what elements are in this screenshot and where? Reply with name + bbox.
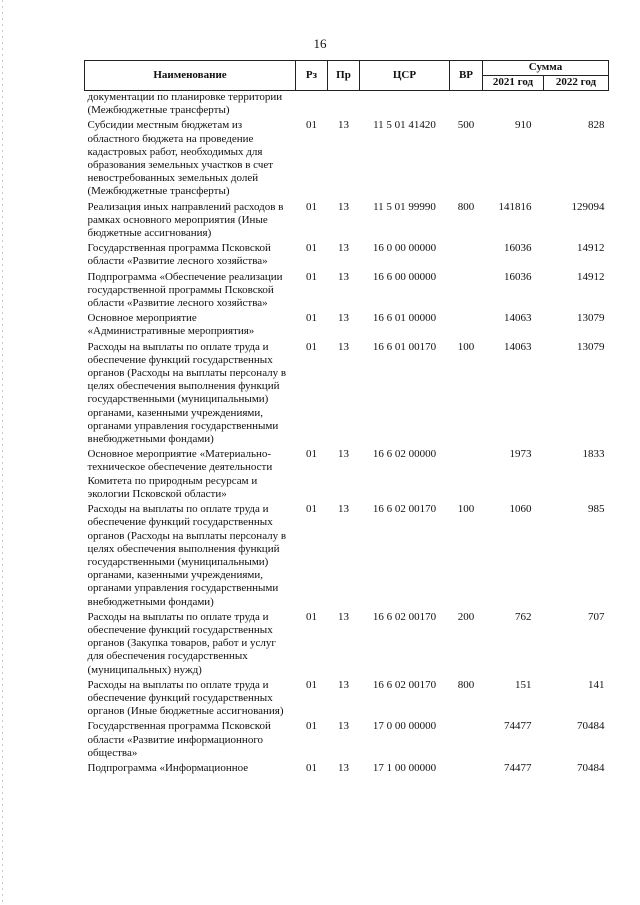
page-number: 16 xyxy=(313,36,327,51)
cell-y2: 707 xyxy=(588,610,605,623)
cell-y1: 762 xyxy=(515,610,532,623)
cell-csr: 11 5 01 41420 xyxy=(373,119,436,132)
table-row xyxy=(85,119,609,200)
table-row xyxy=(85,271,609,313)
budget-table xyxy=(84,60,609,777)
cell-vr: 200 xyxy=(457,610,475,623)
cell-name: Расходы на выплаты по оплате труда и обеспечение функций государственных органов (Иные бюджетные ассигнования) xyxy=(87,678,284,718)
cell-rz: 01 xyxy=(306,610,317,623)
table-header xyxy=(85,61,609,91)
cell-pr: 13 xyxy=(338,720,349,733)
cell-csr: 16 6 00 00000 xyxy=(372,270,437,283)
cell-name: Расходы на выплаты по оплате труда и обеспечение функций государственных органов (Расходы на выплаты персоналу в целях обеспечения выполнения функций государственными (муниципальными) органами, казенными учреждениями, органами управления государственными внебюджетными фондами) xyxy=(87,503,287,608)
cell-pr: 13 xyxy=(338,761,349,774)
cell-csr: 16 6 02 00000 xyxy=(372,448,437,461)
cell-vr: 800 xyxy=(457,200,475,213)
cell-pr: 13 xyxy=(338,119,349,132)
cell-name: Реализация иных направлений расходов в рамках основного мероприятия (Иные бюджетные ассигнования) xyxy=(87,200,284,240)
cell-y1: 141816 xyxy=(498,200,532,213)
cell-rz: 01 xyxy=(306,270,317,283)
cell-pr: 13 xyxy=(338,242,349,255)
header-year-2021: 2021 год xyxy=(483,76,544,91)
cell-pr: 13 xyxy=(338,503,349,516)
cell-pr: 13 xyxy=(338,678,349,691)
table-row xyxy=(85,720,609,762)
cell-rz: 01 xyxy=(306,119,317,132)
table-row xyxy=(85,503,609,611)
cell-vr: 100 xyxy=(457,340,475,353)
table-row xyxy=(85,762,609,777)
cell-rz: 01 xyxy=(306,678,317,691)
cell-name: Субсидии местным бюджетам из областного бюджета на проведение кадастровых работ, необходимых для образования земельных участков в счет невостребованных земельных долей (Межбюджетные трансферты) xyxy=(87,119,274,198)
cell-rz: 01 xyxy=(306,340,317,353)
cell-csr: 16 6 02 00170 xyxy=(372,610,437,623)
cell-csr: 16 6 01 00000 xyxy=(372,312,437,325)
cell-y2: 13079 xyxy=(577,340,605,353)
table-row xyxy=(85,312,609,340)
cell-pr: 13 xyxy=(338,312,349,325)
cell-y2: 141 xyxy=(588,678,605,691)
cell-y2: 828 xyxy=(588,119,605,132)
cell-rz: 01 xyxy=(306,448,317,461)
cell-name: Государственная программа Псковской области «Развитие лесного хозяйства» xyxy=(87,242,271,268)
table-row xyxy=(85,679,609,721)
header-vr: ВР xyxy=(450,61,483,91)
cell-y2: 14912 xyxy=(577,270,605,283)
cell-rz: 01 xyxy=(306,761,317,774)
cell-rz: 01 xyxy=(306,720,317,733)
cell-vr xyxy=(450,271,483,313)
cell-pr: 13 xyxy=(338,270,349,283)
cell-rz: 01 xyxy=(306,200,317,213)
cell-pr: 13 xyxy=(338,448,349,461)
cell-y2: 1833 xyxy=(582,448,605,461)
cell-vr: 800 xyxy=(457,678,475,691)
cell-vr xyxy=(450,448,483,503)
cell-csr: 16 6 01 00170 xyxy=(372,340,437,353)
cell-y1: 14063 xyxy=(504,312,532,325)
cell-name: Основное мероприятие «Материально-техническое обеспечение деятельности Комитета по природным ресурсам и экологии Псковской области» xyxy=(87,448,273,500)
table-row xyxy=(85,201,609,243)
cell-csr: 11 5 01 99990 xyxy=(373,200,436,213)
header-rz: Рз xyxy=(296,61,328,91)
table-row xyxy=(85,448,609,503)
cell-pr: 13 xyxy=(338,200,349,213)
cell-pr: 13 xyxy=(338,340,349,353)
budget-table-container xyxy=(84,60,608,777)
cell-vr xyxy=(450,312,483,340)
cell-y2: 13079 xyxy=(577,312,605,325)
cell-rz: 01 xyxy=(306,503,317,516)
cell-csr: 16 6 02 00170 xyxy=(372,678,437,691)
cell-name: Подпрограмма «Обеспечение реализации государственной программы Псковской области «Развитие лесного хозяйства» xyxy=(87,270,283,310)
cell-csr: 16 6 02 00170 xyxy=(372,503,437,516)
cell-csr: 17 0 00 00000 xyxy=(372,720,437,733)
cell-y1: 14063 xyxy=(504,340,532,353)
cell-pr: 13 xyxy=(338,610,349,623)
table-row xyxy=(85,611,609,679)
cell-y1: 1060 xyxy=(509,503,532,516)
header-year-2022: 2022 год xyxy=(544,76,609,91)
cell-vr xyxy=(450,720,483,762)
cell-y2 xyxy=(544,91,609,120)
cell-csr xyxy=(360,91,450,120)
cell-y1: 910 xyxy=(515,119,532,132)
cell-y2: 70484 xyxy=(577,720,605,733)
header-sum: Сумма xyxy=(483,61,609,76)
cell-y2: 129094 xyxy=(571,200,605,213)
table-row xyxy=(85,341,609,449)
cell-name: Основное мероприятие «Административные мероприятия» xyxy=(87,312,255,338)
header-name: Наименование xyxy=(85,61,296,91)
cell-y1: 1973 xyxy=(509,448,532,461)
cell-y1: 16036 xyxy=(504,242,532,255)
table-row xyxy=(85,242,609,270)
header-pr: Пр xyxy=(328,61,360,91)
cell-name: Расходы на выплаты по оплате труда и обеспечение функций государственных органов (Расходы на выплаты персоналу в целях обеспечения выполнения функций государственными (муниципальными) органами, казенными учреждениями, органами управления государственными внебюджетными фондами) xyxy=(87,340,287,446)
cell-y2: 14912 xyxy=(577,242,605,255)
cell-vr xyxy=(450,91,483,120)
cell-name: Расходы на выплаты по оплате труда и обеспечение функций государственных органов (Закупка товаров, работ и услуг для обеспечения государственных (муниципальных) нужд) xyxy=(87,610,276,676)
cell-name: Государственная программа Псковской области «Развитие информационного общества» xyxy=(87,720,271,759)
cell-y1: 74477 xyxy=(504,720,532,733)
cell-y2: 985 xyxy=(588,503,605,516)
cell-csr: 17 1 00 00000 xyxy=(372,761,437,774)
table-row xyxy=(85,91,609,120)
cell-name: Подпрограмма «Информационное xyxy=(87,761,249,774)
header-csr: ЦСР xyxy=(360,61,450,91)
cell-rz xyxy=(296,91,328,120)
cell-name: документации по планировке территории (Межбюджетные трансферты) xyxy=(87,91,283,117)
cell-rz: 01 xyxy=(306,312,317,325)
cell-y1: 16036 xyxy=(504,270,532,283)
cell-y2: 70484 xyxy=(577,761,605,774)
scan-edge xyxy=(2,0,3,905)
table-body xyxy=(85,91,609,778)
cell-y1: 151 xyxy=(515,678,532,691)
cell-vr xyxy=(450,242,483,270)
cell-vr xyxy=(450,762,483,777)
cell-y1 xyxy=(483,91,544,120)
cell-csr: 16 0 00 00000 xyxy=(372,242,437,255)
cell-y1: 74477 xyxy=(504,761,532,774)
cell-pr xyxy=(328,91,360,120)
cell-vr: 100 xyxy=(457,503,475,516)
cell-vr: 500 xyxy=(457,119,475,132)
cell-rz: 01 xyxy=(306,242,317,255)
